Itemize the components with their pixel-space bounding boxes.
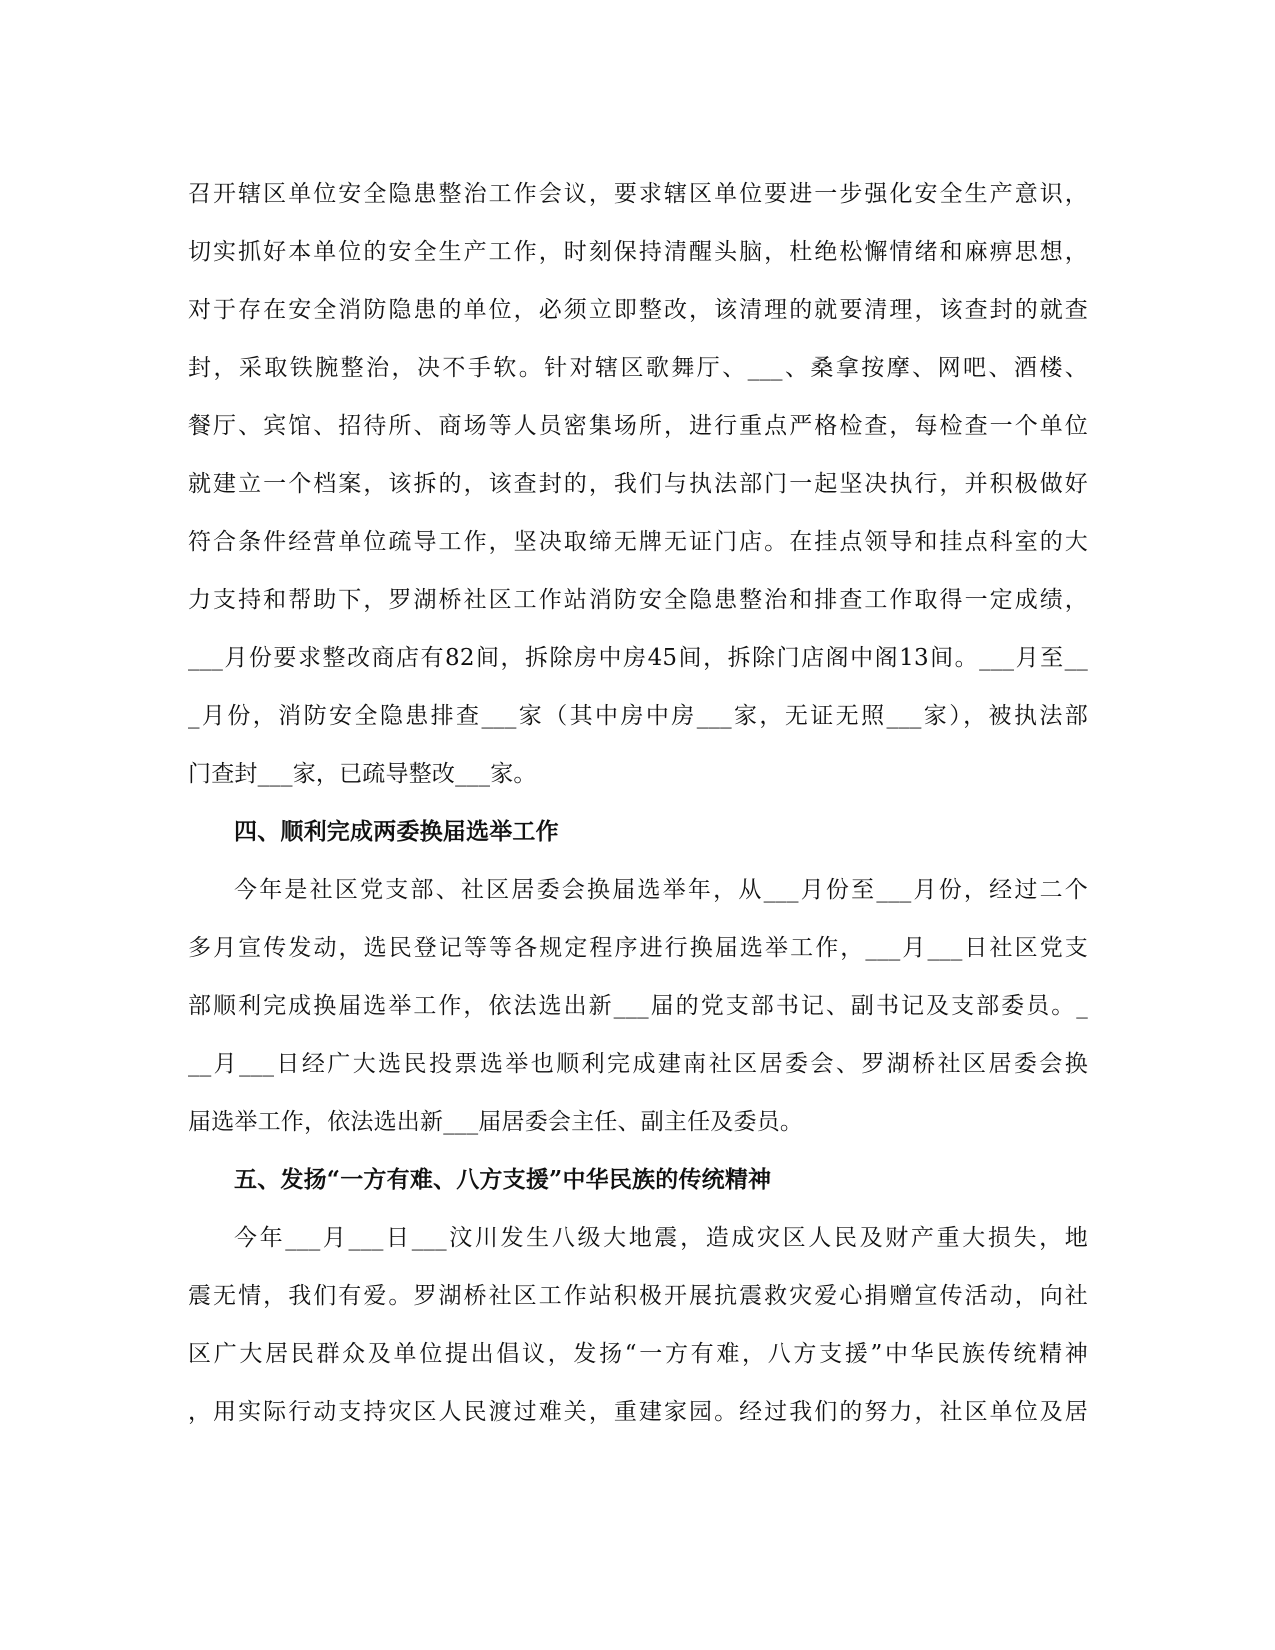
text-line: 符合条件经营单位疏导工作，坚决取缔无牌无证门店。在挂点领导和挂点科室的大 — [188, 529, 1088, 555]
text-line: 部顺利完成换届选举工作，依法选出新___届的党支部书记、副书记及支部委员。_ — [188, 993, 1088, 1019]
text-line: 餐厅、宾馆、招待所、商场等人员密集场所，进行重点严格检查，每检查一个单位 — [188, 413, 1088, 439]
text-line: 对于存在安全消防隐患的单位，必须立即整改，该清理的就要清理，该查封的就查 — [188, 297, 1088, 323]
text-line: 届选举工作，依法选出新___届居委会主任、副主任及委员。 — [188, 1109, 804, 1135]
text-line: 召开辖区单位安全隐患整治工作会议，要求辖区单位要进一步强化安全生产意识， — [188, 181, 1088, 207]
text-line: 震无情，我们有爱。罗湖桥社区工作站积极开展抗震救灾爱心捐赠宣传活动，向社 — [188, 1283, 1088, 1309]
text-line: ，用实际行动支持灾区人民渡过难关，重建家园。经过我们的努力，社区单位及居 — [188, 1399, 1088, 1425]
text-line: 今年是社区党支部、社区居委会换届选举年，从___月份至___月份，经过二个 — [234, 877, 1088, 903]
text-line: 今年___月___日___汶川发生八级大地震，造成灾区人民及财产重大损失，地 — [234, 1225, 1088, 1251]
section-4-heading: 四、顺利完成两委换届选举工作 — [234, 818, 559, 845]
section-5-heading: 五、发扬“一方有难、八方支援”中华民族的传统精神 — [234, 1166, 772, 1193]
text-line: 就建立一个档案，该拆的，该查封的，我们与执法部门一起坚决执行，并积极做好 — [188, 471, 1088, 497]
text-line: 门查封___家，已疏导整改___家。 — [188, 761, 537, 787]
text-line: 力支持和帮助下，罗湖桥社区工作站消防安全隐患整治和排查工作取得一定成绩， — [188, 587, 1088, 613]
text-line: 区广大居民群众及单位提出倡议，发扬“一方有难，八方支援”中华民族传统精神 — [188, 1341, 1088, 1367]
section-3-paragraph — [188, 165, 1088, 803]
text-line: 切实抓好本单位的安全生产工作，时刻保持清醒头脑，杜绝松懈情绪和麻痹思想， — [188, 239, 1088, 265]
text-line: 封，采取铁腕整治，决不手软。针对辖区歌舞厅、___、桑拿按摩、网吧、酒楼、 — [188, 355, 1088, 381]
text-line: __月___日经广大选民投票选举也顺利完成建南社区居委会、罗湖桥社区居委会换 — [188, 1051, 1088, 1077]
text-line: ___月份要求整改商店有82间，拆除房中房45间，拆除门店阁中阁13间。___月至__ — [188, 645, 1088, 671]
section-4-paragraph — [188, 861, 1088, 1151]
section-5-paragraph — [188, 1209, 1088, 1441]
text-line: _月份，消防安全隐患排查___家（其中房中房___家，无证无照___家），被执法部 — [188, 703, 1088, 729]
text-line: 多月宣传发动，选民登记等等各规定程序进行换届选举工作，___月___日社区党支 — [188, 935, 1088, 961]
document-body — [188, 165, 1088, 1441]
